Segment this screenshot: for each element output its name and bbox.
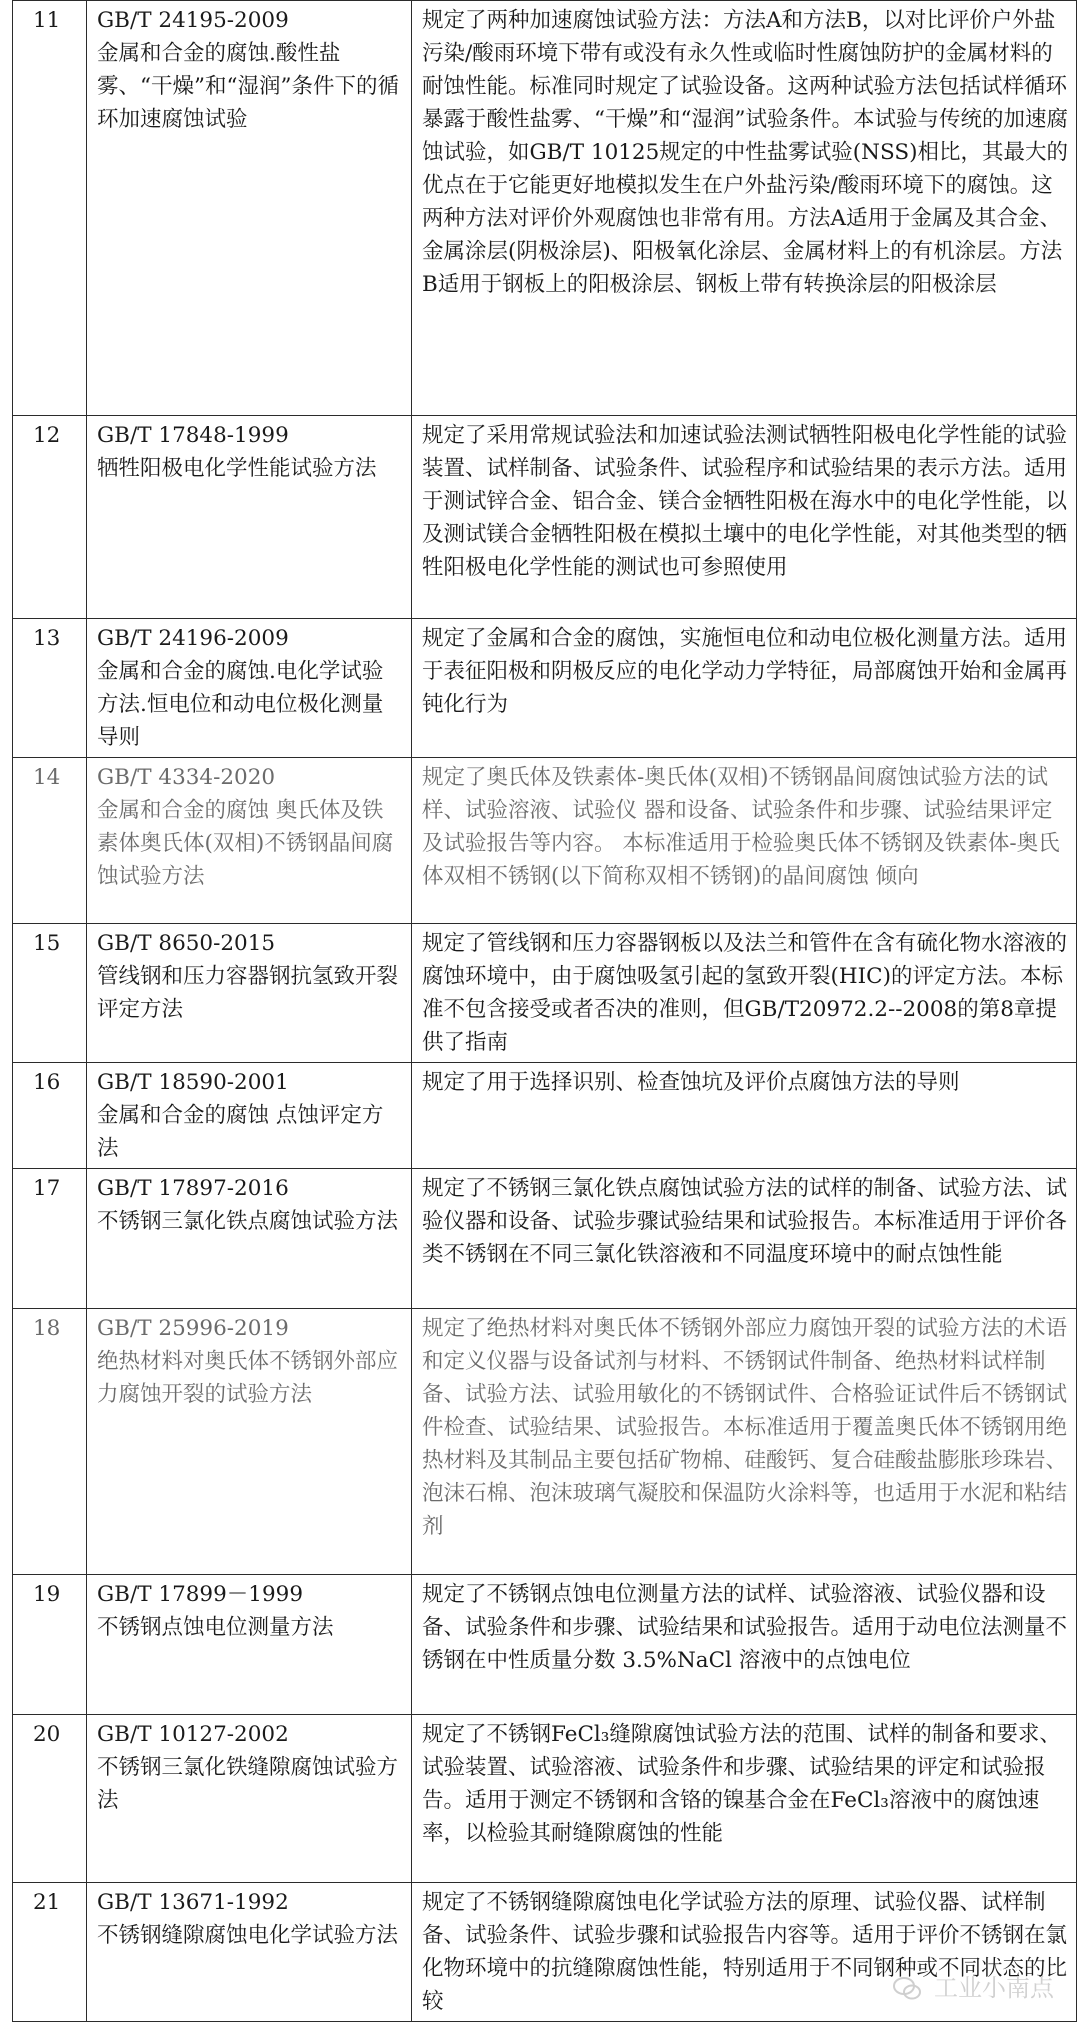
watermark-text: 工业小南点	[934, 1974, 1054, 2002]
table-row	[13, 924, 1077, 1063]
standard-code: GB/T 10127-2002	[97, 1722, 289, 1747]
table-row	[13, 619, 1077, 758]
standard-description: 规定了绝热材料对奥氏体不锈钢外部应力腐蚀开裂的试验方法的术语和定义仪器与设备试剂与材料、不锈钢试件制备、绝热材料试样制备、试验方法、试验用敏化的不锈钢试件、合格验证试件后不锈钢试件检查、试验结果、试验报告。本标准适用于覆盖奥氏体不锈钢用绝热材料及其制品主要包括矿物棉、硅酸钙、复合硅酸盐膨胀珍珠岩、泡沫石棉、泡沫玻璃气凝胶和保温防火涂料等，也适用于水泥和粘结剂	[412, 1309, 1077, 1575]
standard-cell	[87, 1883, 412, 2022]
standard-description: 规定了两种加速腐蚀试验方法：方法A和方法B，以对比评价户外盐污染/酸雨环境下带有或没有永久性或临时性腐蚀防护的金属材料的耐蚀性能。标准同时规定了试验设备。这两种试验方法包括试样循环暴露于酸性盐雾、“干燥”和“湿润”试验条件。本试验与传统的加速腐蚀试验，如GB/T 10125规定的中性盐雾试验(NSS)相比，其最大的优点在于它能更好地模拟发生在户外盐污染/酸雨环境下的腐蚀。这两种方法对评价外观腐蚀也非常有用。方法A适用于金属及其合金、金属涂层(阴极涂层)、阳极氧化涂层、金属材料上的有机涂层。方法B适用于钢板上的阳极涂层、钢板上带有转换涂层的阳极涂层	[412, 1, 1077, 416]
standard-cell	[87, 416, 412, 619]
standard-description: 规定了不锈钢三氯化铁点腐蚀试验方法的试样的制备、试验方法、试验仪器和设备、试验步骤试验结果和试验报告。本标准适用于评价各类不锈钢在不同三氯化铁溶液和不同温度环境中的耐点蚀性能	[412, 1169, 1077, 1309]
table-row	[13, 1309, 1077, 1575]
standard-cell	[87, 1575, 412, 1715]
standard-cell	[87, 1309, 412, 1575]
row-number: 16	[13, 1063, 87, 1169]
standard-code: GB/T 18590-2001	[97, 1070, 289, 1095]
standard-name: 金属和合金的腐蚀.酸性盐雾、“干燥”和“湿润”条件下的循环加速腐蚀试验	[97, 41, 399, 132]
standard-description: 规定了奥氏体及铁素体-奥氏体(双相)不锈钢晶间腐蚀试验方法的试样、试验溶液、试验仪 器和设备、试验条件和步骤、试验结果评定及试验报告等内容。 本标准适用于检验奥氏体不锈钢及铁素体-奥氏体双相不锈钢(以下简称双相不锈钢)的晶间腐蚀 倾向	[412, 758, 1077, 924]
standard-name: 不锈钢三氯化铁点腐蚀试验方法	[97, 1209, 399, 1234]
row-number: 19	[13, 1575, 87, 1715]
standard-name: 不锈钢点蚀电位测量方法	[97, 1615, 334, 1640]
standard-code: GB/T 25996-2019	[97, 1316, 289, 1341]
table-row	[13, 1883, 1077, 2022]
standard-code: GB/T 17897-2016	[97, 1176, 289, 1201]
standards-table	[12, 0, 1077, 2022]
row-number: 12	[13, 416, 87, 619]
standard-code: GB/T 24196-2009	[97, 626, 289, 651]
table-row	[13, 1063, 1077, 1169]
table-row	[13, 1, 1077, 416]
standard-cell	[87, 1063, 412, 1169]
row-number: 20	[13, 1715, 87, 1883]
standard-code: GB/T 24195-2009	[97, 8, 289, 33]
standard-description: 规定了不锈钢缝隙腐蚀电化学试验方法的原理、试验仪器、试样制备、试验条件、试验步骤和试验报告内容等。适用于评价不锈钢在氯化物环境中的抗缝隙腐蚀性能，特别适用于不同钢种或不同状态的比较	[412, 1883, 1077, 2022]
row-number: 21	[13, 1883, 87, 2022]
row-number: 15	[13, 924, 87, 1063]
row-number: 18	[13, 1309, 87, 1575]
standard-code: GB/T 13671-1992	[97, 1890, 289, 1915]
standard-description: 规定了采用常规试验法和加速试验法测试牺牲阳极电化学性能的试验装置、试样制备、试验条件、试验程序和试验结果的表示方法。适用于测试锌合金、铝合金、镁合金牺牲阳极在海水中的电化学性能，以及测试镁合金牺牲阳极在模拟土壤中的电化学性能，对其他类型的牺牲阳极电化学性能的测试也可参照使用	[412, 416, 1077, 619]
standard-name: 金属和合金的腐蚀.电化学试验方法.恒电位和动电位极化测量导则	[97, 659, 384, 750]
standard-description: 规定了金属和合金的腐蚀，实施恒电位和动电位极化测量方法。适用于表征阳极和阴极反应的电化学动力学特征，局部腐蚀开始和金属再钝化行为	[412, 619, 1077, 758]
standard-description: 规定了用于选择识别、检查蚀坑及评价点腐蚀方法的导则	[412, 1063, 1077, 1169]
row-number: 11	[13, 1, 87, 416]
table-row	[13, 416, 1077, 619]
standard-cell	[87, 1, 412, 416]
table-row	[13, 758, 1077, 924]
standard-name: 牺牲阳极电化学性能试验方法	[97, 456, 377, 481]
standard-name: 金属和合金的腐蚀 奥氏体及铁素体奥氏体(双相)不锈钢晶间腐蚀试验方法	[97, 798, 394, 889]
standard-description: 规定了不锈钢点蚀电位测量方法的试样、试验溶液、试验仪器和设备、试验条件和步骤、试验结果和试验报告。适用于动电位法测量不锈钢在中性质量分数 3.5%NaCl 溶液中的点蚀电位	[412, 1575, 1077, 1715]
standard-name: 绝热材料对奥氏体不锈钢外部应力腐蚀开裂的试验方法	[97, 1349, 399, 1407]
table-row	[13, 1575, 1077, 1715]
table-row	[13, 1715, 1077, 1883]
row-number: 14	[13, 758, 87, 924]
standard-cell	[87, 619, 412, 758]
standard-description: 规定了管线钢和压力容器钢板以及法兰和管件在含有硫化物水溶液的腐蚀环境中，由于腐蚀吸氢引起的氢致开裂(HIC)的评定方法。本标准不包含接受或者否决的准则，但GB/T20972.2--2008的第8章提供了指南	[412, 924, 1077, 1063]
row-number: 13	[13, 619, 87, 758]
table-row	[13, 1169, 1077, 1309]
standard-name: 不锈钢三氯化铁缝隙腐蚀试验方法	[97, 1755, 399, 1813]
standard-code: GB/T 8650-2015	[97, 931, 276, 956]
standard-cell	[87, 1169, 412, 1309]
standard-code: GB/T 4334-2020	[97, 765, 276, 790]
standard-cell	[87, 1715, 412, 1883]
standard-cell	[87, 758, 412, 924]
standard-cell	[87, 924, 412, 1063]
standard-code: GB/T 17899－1999	[97, 1582, 304, 1607]
row-number: 17	[13, 1169, 87, 1309]
standard-name: 金属和合金的腐蚀 点蚀评定方法	[97, 1103, 384, 1161]
standard-name: 不锈钢缝隙腐蚀电化学试验方法	[97, 1923, 399, 1948]
standard-code: GB/T 17848-1999	[97, 423, 289, 448]
standard-name: 管线钢和压力容器钢抗氢致开裂评定方法	[97, 964, 399, 1022]
standard-description: 规定了不锈钢FeCl₃缝隙腐蚀试验方法的范围、试样的制备和要求、试验装置、试验溶液、试验条件和步骤、试验结果的评定和试验报告。适用于测定不锈钢和含铬的镍基合金在FeCl₃溶液中的腐蚀速率，以检验其耐缝隙腐蚀的性能	[412, 1715, 1077, 1883]
